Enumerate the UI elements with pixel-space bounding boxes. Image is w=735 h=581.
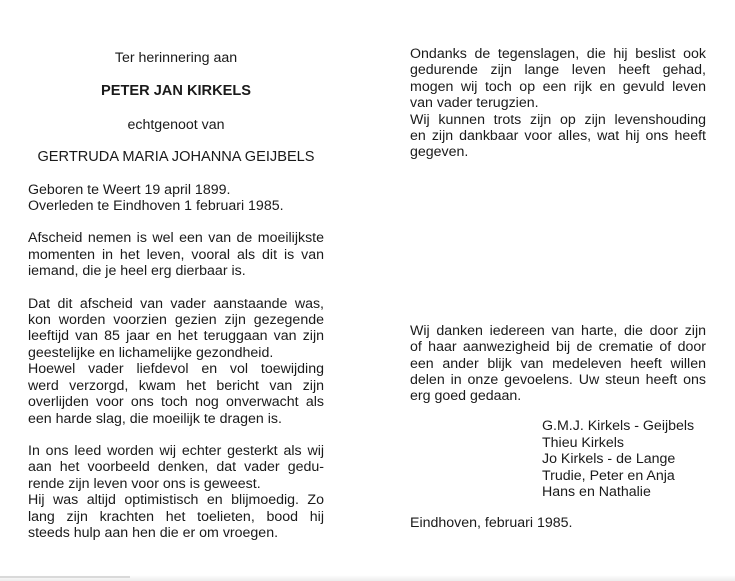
text-line: Afscheid nemen is wel een van de moeilijkste — [28, 230, 324, 247]
spouse-name: GERTRUDA MARIA JOHANNA GEIJBELS — [37, 149, 315, 166]
death-line: Overleden te Eindhoven 1 februari 1985. — [28, 198, 284, 215]
paragraph-setbacks — [410, 46, 706, 161]
text-line: mogen wij toch op een rijk en gevuld leven — [410, 78, 706, 95]
text-line: Wij kunnen trots zijn op zijn levenshouding — [410, 111, 706, 128]
signature-line: Trudie, Peter en Anja — [542, 467, 675, 484]
card-edge-mark — [0, 576, 130, 578]
signature-line: G.M.J. Kirkels - Geijbels — [542, 418, 695, 434]
text-line: Hoewel vader liefdevol en vol toewijding — [28, 361, 324, 378]
spouse-label: echtgenoot van — [127, 116, 225, 133]
text-line: gegeven. — [410, 144, 469, 161]
paragraph-thanks — [410, 323, 706, 405]
text-line: Ondanks de tegenslagen, die hij beslist ook — [410, 46, 706, 62]
text-line: geestelijke en lichamelijke gezondheid. — [28, 344, 274, 361]
deceased-name: PETER JAN KIRKELS — [100, 83, 251, 100]
place-date: Eindhoven, februari 1985. — [410, 515, 573, 531]
paragraph-farewell — [28, 230, 324, 279]
intro-text: Ter herinnering aan — [114, 50, 238, 66]
birth-line: Geboren te Weert 19 april 1899. — [28, 181, 231, 198]
text-line: momenten in het leven, vooral als dit is van — [28, 246, 324, 263]
text-line: overlijden voor ons toch nog onverwacht als — [28, 394, 324, 411]
text-line: iemand, die je heel erg dierbaar is. — [28, 263, 246, 280]
text-line: steeds hulp aan hen die er om vroegen. — [28, 524, 279, 541]
text-line: Hij was altijd optimistisch en blijmoedig. Zo — [28, 492, 324, 509]
text-line: van vader terugzien. — [410, 95, 539, 112]
text-line: werd verzorgd, kwam het bericht van zijn — [28, 377, 324, 394]
life-dates — [28, 182, 324, 215]
text-line: delen in onze gevoelens. Uw steun heeft ons — [410, 372, 706, 389]
text-line: rende zijn leven voor ons is geweest. — [28, 475, 261, 492]
signature-line: Hans en Nathalie — [542, 484, 651, 501]
signature-line: Thieu Kirkels — [542, 434, 625, 451]
paragraph-expected — [28, 296, 324, 427]
text-line: een harde slag, die moeilijk te dragen is. — [28, 410, 282, 427]
text-line: leeftijd van 85 jaar en het teruggaan van zijn — [28, 328, 324, 345]
signature-line: Jo Kirkels - de Lange — [542, 451, 676, 468]
paragraph-example — [28, 443, 324, 541]
text-line: Dat dit afscheid van vader aanstaande was, — [28, 295, 324, 312]
text-line: of haar aanwezigheid bij de crematie of door — [410, 339, 706, 356]
text-line: In ons leed worden wij echter gesterkt als wij — [28, 442, 324, 459]
left-column — [28, 46, 324, 541]
text-line: gedurende zijn lange leven heeft gehad, — [410, 62, 706, 79]
text-line: een ander blijk van medeleven heeft willen — [410, 355, 706, 372]
text-line: aan het voorbeeld denken, dat vader gedu- — [28, 459, 324, 476]
text-line: erg goed gedaan. — [410, 388, 522, 405]
text-line: lang zijn krachten het toelieten, bood hij — [28, 508, 324, 525]
signatures — [542, 418, 694, 501]
text-line: Wij danken iedereen van harte, die door zijn — [410, 322, 706, 339]
text-line: en zijn dankbaar voor alles, wat hij ons heeft — [410, 128, 706, 145]
text-line: kon worden voorzien gezien zijn gezegende — [28, 312, 324, 329]
